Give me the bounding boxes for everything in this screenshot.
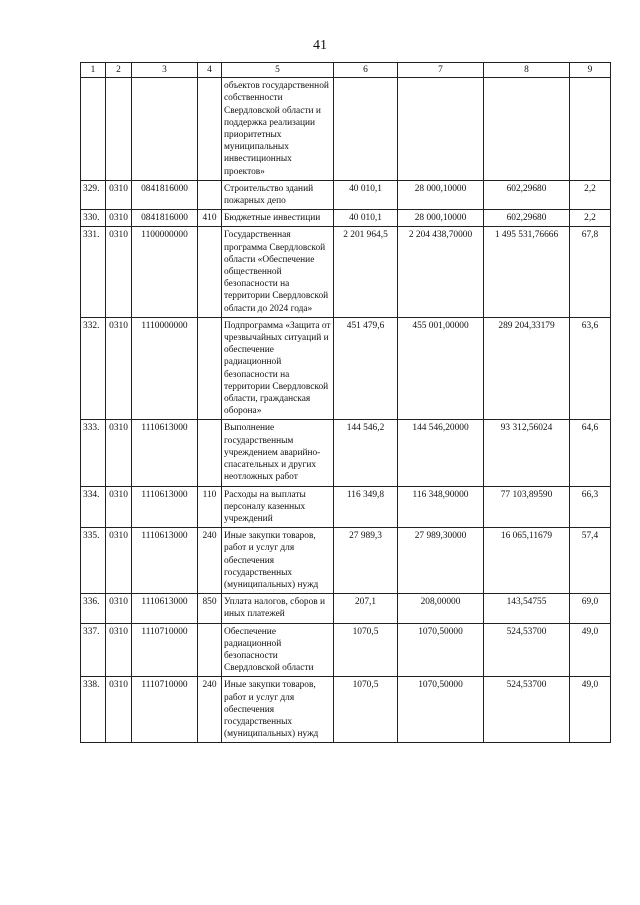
executed-amount <box>484 78 570 181</box>
section-code <box>106 78 132 181</box>
planned-amount: 451 479,6 <box>334 317 398 420</box>
item-name: Подпрограмма «Защита от чрезвычайных ситуаций и обеспечение радиационной безопасности на территории Свердловской области, гражданская оборона» <box>222 317 334 420</box>
expense-type-code <box>198 180 222 209</box>
item-name: Уплата налогов, сборов и иных платежей <box>222 594 334 623</box>
row-number: 332. <box>81 317 106 420</box>
target-article-code <box>132 78 198 181</box>
row-number: 337. <box>81 623 106 677</box>
planned-amount: 1070,5 <box>334 677 398 743</box>
executed-amount: 143,54755 <box>484 594 570 623</box>
refined-amount: 27 989,30000 <box>398 528 484 594</box>
item-name: Обеспечение радиационной безопасности Свердловской области <box>222 623 334 677</box>
executed-amount: 602,29680 <box>484 210 570 227</box>
column-header-9: 9 <box>570 63 611 78</box>
expense-type-code <box>198 317 222 420</box>
target-article-code: 1100000000 <box>132 227 198 317</box>
item-name: Иные закупки товаров, работ и услуг для обеспечения государственных (муниципальных) нужд <box>222 528 334 594</box>
execution-percent: 57,4 <box>570 528 611 594</box>
section-code: 0310 <box>106 528 132 594</box>
execution-percent: 63,6 <box>570 317 611 420</box>
target-article-code: 1110613000 <box>132 528 198 594</box>
executed-amount: 289 204,33179 <box>484 317 570 420</box>
execution-percent: 64,6 <box>570 420 611 486</box>
table-row <box>81 420 611 486</box>
page-number: 41 <box>313 38 327 53</box>
row-number: 329. <box>81 180 106 209</box>
target-article-code: 1110613000 <box>132 420 198 486</box>
section-code: 0310 <box>106 420 132 486</box>
column-header-4: 4 <box>198 63 222 78</box>
section-code: 0310 <box>106 677 132 743</box>
table-row <box>81 528 611 594</box>
section-code: 0310 <box>106 180 132 209</box>
planned-amount: 144 546,2 <box>334 420 398 486</box>
section-code: 0310 <box>106 227 132 317</box>
table-body <box>81 78 611 743</box>
planned-amount: 2 201 964,5 <box>334 227 398 317</box>
row-number: 330. <box>81 210 106 227</box>
expense-type-code <box>198 78 222 181</box>
expense-type-code: 410 <box>198 210 222 227</box>
executed-amount: 602,29680 <box>484 180 570 209</box>
refined-amount: 28 000,10000 <box>398 210 484 227</box>
planned-amount: 27 989,3 <box>334 528 398 594</box>
executed-amount: 93 312,56024 <box>484 420 570 486</box>
item-name: Иные закупки товаров, работ и услуг для обеспечения государственных (муниципальных) нужд <box>222 677 334 743</box>
budget-table <box>80 62 611 743</box>
row-number: 338. <box>81 677 106 743</box>
target-article-code: 1110613000 <box>132 594 198 623</box>
planned-amount <box>334 78 398 181</box>
refined-amount: 208,00000 <box>398 594 484 623</box>
execution-percent: 67,8 <box>570 227 611 317</box>
planned-amount: 40 010,1 <box>334 210 398 227</box>
refined-amount: 144 546,20000 <box>398 420 484 486</box>
column-header-3: 3 <box>132 63 198 78</box>
executed-amount: 77 103,89590 <box>484 486 570 528</box>
target-article-code: 1110613000 <box>132 486 198 528</box>
executed-amount: 16 065,11679 <box>484 528 570 594</box>
executed-amount: 1 495 531,76666 <box>484 227 570 317</box>
table-row <box>81 180 611 209</box>
refined-amount: 116 348,90000 <box>398 486 484 528</box>
refined-amount: 1070,50000 <box>398 677 484 743</box>
refined-amount <box>398 78 484 181</box>
executed-amount: 524,53700 <box>484 623 570 677</box>
column-header-2: 2 <box>106 63 132 78</box>
table-row <box>81 594 611 623</box>
table-row <box>81 486 611 528</box>
item-name: Строительство зданий пожарных депо <box>222 180 334 209</box>
planned-amount: 1070,5 <box>334 623 398 677</box>
row-number: 335. <box>81 528 106 594</box>
target-article-code: 1110000000 <box>132 317 198 420</box>
expense-type-code: 110 <box>198 486 222 528</box>
section-code: 0310 <box>106 317 132 420</box>
execution-percent: 2,2 <box>570 210 611 227</box>
target-article-code: 0841816000 <box>132 210 198 227</box>
expense-type-code: 240 <box>198 677 222 743</box>
executed-amount: 524,53700 <box>484 677 570 743</box>
column-header-6: 6 <box>334 63 398 78</box>
refined-amount: 28 000,10000 <box>398 180 484 209</box>
item-name: Бюджетные инвестиции <box>222 210 334 227</box>
row-number: 333. <box>81 420 106 486</box>
column-header-7: 7 <box>398 63 484 78</box>
column-header-5: 5 <box>222 63 334 78</box>
section-code: 0310 <box>106 623 132 677</box>
table-row <box>81 623 611 677</box>
expense-type-code <box>198 623 222 677</box>
expense-type-code <box>198 420 222 486</box>
execution-percent: 2,2 <box>570 180 611 209</box>
planned-amount: 116 349,8 <box>334 486 398 528</box>
target-article-code: 1110710000 <box>132 623 198 677</box>
planned-amount: 40 010,1 <box>334 180 398 209</box>
section-code: 0310 <box>106 594 132 623</box>
execution-percent <box>570 78 611 181</box>
expense-type-code: 850 <box>198 594 222 623</box>
section-code: 0310 <box>106 486 132 528</box>
header-row <box>81 63 611 78</box>
table-row <box>81 677 611 743</box>
table-row <box>81 210 611 227</box>
item-name: Расходы на выплаты персоналу казенных учреждений <box>222 486 334 528</box>
row-number: 336. <box>81 594 106 623</box>
refined-amount: 1070,50000 <box>398 623 484 677</box>
row-number: 334. <box>81 486 106 528</box>
refined-amount: 455 001,00000 <box>398 317 484 420</box>
target-article-code: 0841816000 <box>132 180 198 209</box>
expense-type-code: 240 <box>198 528 222 594</box>
execution-percent: 49,0 <box>570 677 611 743</box>
column-header-8: 8 <box>484 63 570 78</box>
section-code: 0310 <box>106 210 132 227</box>
refined-amount: 2 204 438,70000 <box>398 227 484 317</box>
planned-amount: 207,1 <box>334 594 398 623</box>
execution-percent: 66,3 <box>570 486 611 528</box>
row-number: 331. <box>81 227 106 317</box>
execution-percent: 49,0 <box>570 623 611 677</box>
table-row <box>81 78 611 181</box>
row-number <box>81 78 106 181</box>
item-name: Государственная программа Свердловской области «Обеспечение общественной безопасности на территории Свердловской области до 2024 года» <box>222 227 334 317</box>
column-header-1: 1 <box>81 63 106 78</box>
table-row <box>81 227 611 317</box>
item-name: объектов государственной собственности Свердловской области и поддержка реализации приоритетных муниципальных инвестиционных проектов» <box>222 78 334 181</box>
target-article-code: 1110710000 <box>132 677 198 743</box>
item-name: Выполнение государственным учреждением аварийно-спасательных и других неотложных работ <box>222 420 334 486</box>
expense-type-code <box>198 227 222 317</box>
table-row <box>81 317 611 420</box>
execution-percent: 69,0 <box>570 594 611 623</box>
